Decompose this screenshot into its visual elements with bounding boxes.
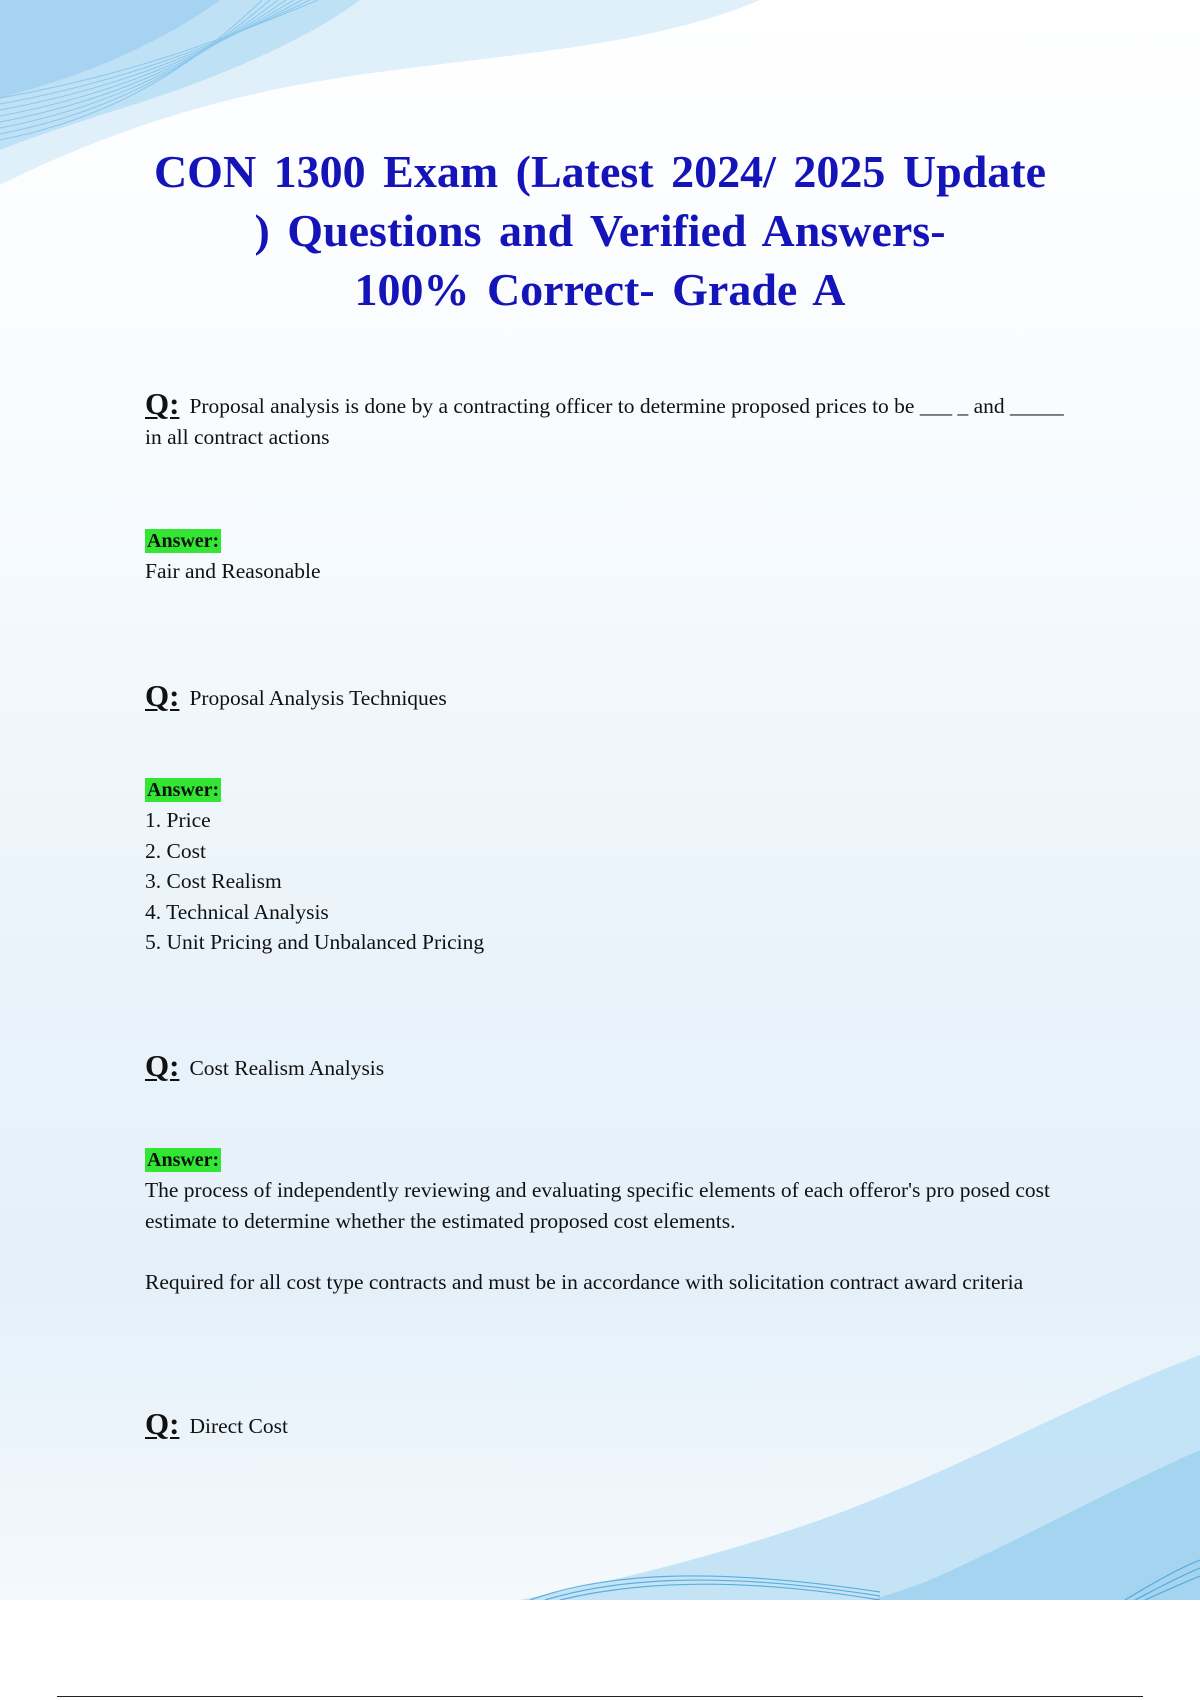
qa-item bbox=[145, 680, 1085, 958]
question-row bbox=[145, 680, 1085, 714]
answer-list-item: 5. Unit Pricing and Unbalanced Pricing bbox=[145, 930, 485, 954]
qa-item bbox=[145, 388, 1085, 587]
answer-label: Answer: bbox=[147, 1148, 220, 1171]
question-text: Cost Realism Analysis bbox=[189, 1055, 385, 1080]
question-row bbox=[145, 1047, 1085, 1084]
qa-item bbox=[145, 1405, 1085, 1442]
question-label: Q: bbox=[145, 386, 180, 421]
question-label: Q: bbox=[145, 1047, 180, 1083]
question-text: Proposal Analysis Techniques bbox=[189, 686, 447, 710]
question-label: Q: bbox=[145, 678, 180, 713]
footer-rule bbox=[57, 1696, 1143, 1697]
answer-list bbox=[145, 805, 1085, 958]
answer-paragraph: Required for all cost type contracts and must be in accordance with solicitation contract award criteria bbox=[145, 1269, 1024, 1294]
title-line-2: ) Questions and Verified Answers- bbox=[254, 205, 946, 256]
document-title bbox=[100, 142, 1100, 319]
answer-list-item: 3. Cost Realism bbox=[145, 869, 282, 893]
answer-paragraph: The process of independently reviewing and evaluating specific elements of each offeror's pro posed cost estimate to determine whether the estimated proposed cost elements. bbox=[145, 1177, 1050, 1233]
answer-list-item: 1. Price bbox=[145, 808, 211, 832]
answer-label: Answer: bbox=[147, 779, 220, 801]
question-label: Q: bbox=[145, 1405, 180, 1441]
qa-item bbox=[145, 1047, 1085, 1298]
question-text: Direct Cost bbox=[189, 1413, 288, 1438]
question-row bbox=[145, 1405, 1085, 1442]
answer-list-item: 4. Technical Analysis bbox=[145, 899, 329, 924]
answer-text: Fair and Reasonable bbox=[145, 559, 321, 583]
title-line-1: CON 1300 Exam (Latest 2024/ 2025 Update bbox=[153, 146, 1047, 197]
qa-content bbox=[145, 388, 1085, 1442]
title-line-3: 100% Correct- Grade A bbox=[354, 264, 846, 315]
question-text: Proposal analysis is done by a contracting officer to determine proposed prices to be ___ _ and _____ in all contract actions bbox=[145, 394, 1064, 449]
answer-list-item: 2. Cost bbox=[145, 838, 206, 863]
answer-label: Answer: bbox=[147, 530, 220, 552]
question-row bbox=[145, 388, 1085, 453]
